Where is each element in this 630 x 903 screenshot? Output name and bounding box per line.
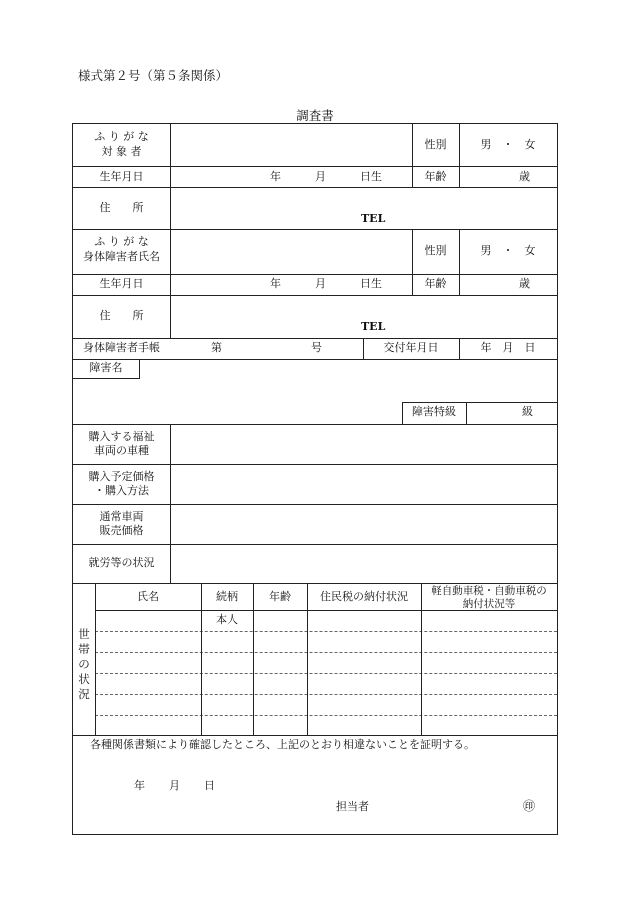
household-col-vehicle-tax-2: 納付状況等 <box>462 598 516 610</box>
subject-address-label: 住 所 <box>99 201 144 214</box>
vehicle-price-label-2: ・購入方法 <box>94 484 149 497</box>
household-section-char: の <box>78 657 90 671</box>
subject-birth-day-unit: 日生 <box>360 170 382 183</box>
handbook-issue-date-units: 年 月 日 <box>480 341 536 354</box>
household-first-relation: 本人 <box>216 613 238 626</box>
household-col-age: 年齢 <box>269 590 291 603</box>
disabled-birth-day-unit: 日生 <box>360 277 382 290</box>
subject-birth-month-unit: 月 <box>315 170 326 183</box>
subject-name-label: 対 象 者 <box>101 145 142 158</box>
subject-tel-label: TEL <box>361 212 386 225</box>
normal-price-label-1: 通常車両 <box>99 510 144 523</box>
subject-gender-label: 性別 <box>424 138 447 151</box>
household-col-resident-tax: 住民税の納付状況 <box>320 590 408 603</box>
disabled-birth-month-unit: 月 <box>315 277 326 290</box>
certification-year-unit: 年 <box>134 779 145 792</box>
document-title: 調査書 <box>296 108 334 123</box>
form-number: 様式第２号（第５条関係） <box>78 68 229 83</box>
disability-name-label: 障害名 <box>89 361 123 374</box>
certification-statement: 各種関係書類により確認したところ、上記のとおり相違ないことを証明する。 <box>90 738 475 751</box>
household-section-char: 状 <box>78 672 90 686</box>
household-section-char: 世 <box>78 627 90 641</box>
disabled-birth-year-unit: 年 <box>270 277 281 290</box>
subject-birthdate-label: 生年月日 <box>99 170 144 183</box>
vehicle-price-label-1: 購入予定価格 <box>88 470 155 483</box>
disabled-gender-label: 性別 <box>424 244 447 257</box>
survey-form-table <box>72 123 558 835</box>
disabled-birthdate-label: 生年月日 <box>99 277 144 290</box>
subject-birth-year-unit: 年 <box>270 170 281 183</box>
household-section-char: 況 <box>78 687 90 701</box>
household-col-name: 氏名 <box>137 590 159 603</box>
disability-grade-label: 障害特級 <box>412 405 456 418</box>
subject-gender-options: 男 ・ 女 <box>480 138 536 151</box>
vehicle-type-label-1: 購入する福祉 <box>88 430 155 443</box>
subject-age-unit: 歳 <box>519 170 530 183</box>
normal-price-label-2: 販売価格 <box>99 524 144 537</box>
seal-mark: ㊞ <box>523 799 536 813</box>
disabled-gender-options: 男 ・ 女 <box>480 244 536 257</box>
handbook-number-prefix: 第 <box>211 341 222 354</box>
disabled-furigana-label: ふ り が な <box>94 235 149 248</box>
subject-age-label: 年齢 <box>424 170 447 183</box>
disability-name-box <box>73 359 140 379</box>
handbook-issue-date-label: 交付年月日 <box>383 341 439 354</box>
handbook-label: 身体障害者手帳 <box>83 341 160 354</box>
disability-grade-unit: 級 <box>522 405 533 418</box>
disabled-name-label: 身体障害者氏名 <box>83 250 160 263</box>
officer-label: 担当者 <box>336 800 369 813</box>
vehicle-type-label-2: 車両の車種 <box>94 444 149 457</box>
handbook-number-suffix: 号 <box>311 341 322 354</box>
employment-label: 就労等の状況 <box>88 556 155 569</box>
disabled-tel-label: TEL <box>361 320 386 333</box>
subject-furigana-label: ふ り が な <box>94 130 149 143</box>
disabled-address-label: 住 所 <box>99 309 144 322</box>
disabled-age-label: 年齢 <box>424 277 447 290</box>
household-col-relation: 続柄 <box>216 590 238 603</box>
certification-month-unit: 月 <box>169 779 180 792</box>
disabled-age-unit: 歳 <box>519 277 530 290</box>
household-col-vehicle-tax-1: 軽自動車税・自動車税の <box>431 585 547 597</box>
household-section-char: 帯 <box>78 642 90 656</box>
household-section-label <box>73 627 95 702</box>
certification-day-unit: 日 <box>204 779 215 792</box>
